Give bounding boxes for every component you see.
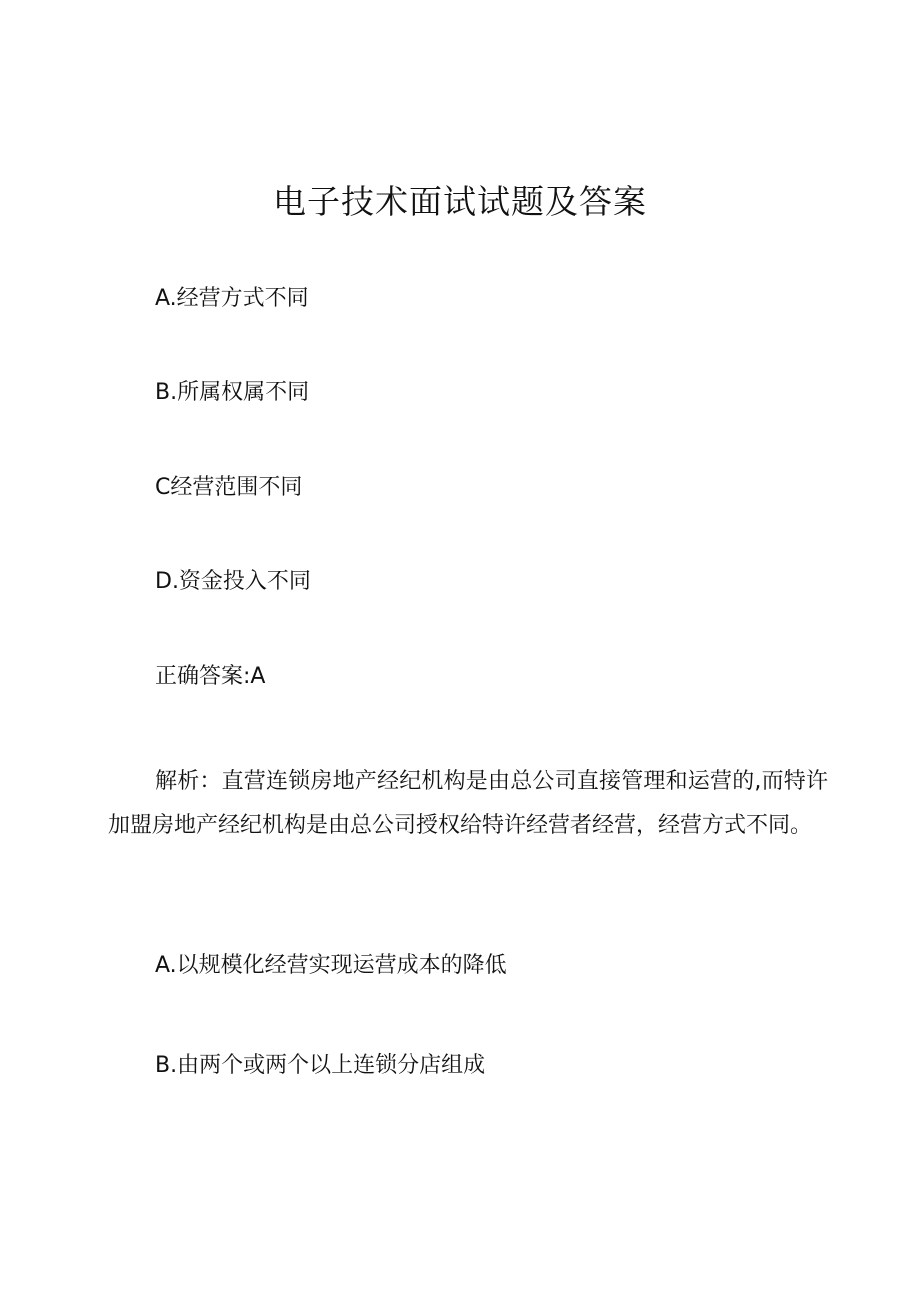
option-d: D.资金投入不同 xyxy=(155,569,311,594)
page-title: 电子技术面试试题及答案 xyxy=(273,182,647,221)
option-c: C经营范围不同 xyxy=(155,475,303,500)
explanation-paragraph: 解析：直营连锁房地产经纪机构是由总公司直接管理和运营的,而特许加盟房地产经纪机构是由总公司授权给特许经营者经营，经营方式不同。 xyxy=(108,769,828,838)
correct-answer: 正确答案:A xyxy=(155,664,266,689)
option-b-second: B.由两个或两个以上连锁分店组成 xyxy=(155,1053,486,1078)
option-a-second: A.以规模化经营实现运营成本的降低 xyxy=(155,953,507,978)
option-b: B.所属权属不同 xyxy=(155,380,310,405)
option-a: A.经营方式不同 xyxy=(155,286,309,311)
